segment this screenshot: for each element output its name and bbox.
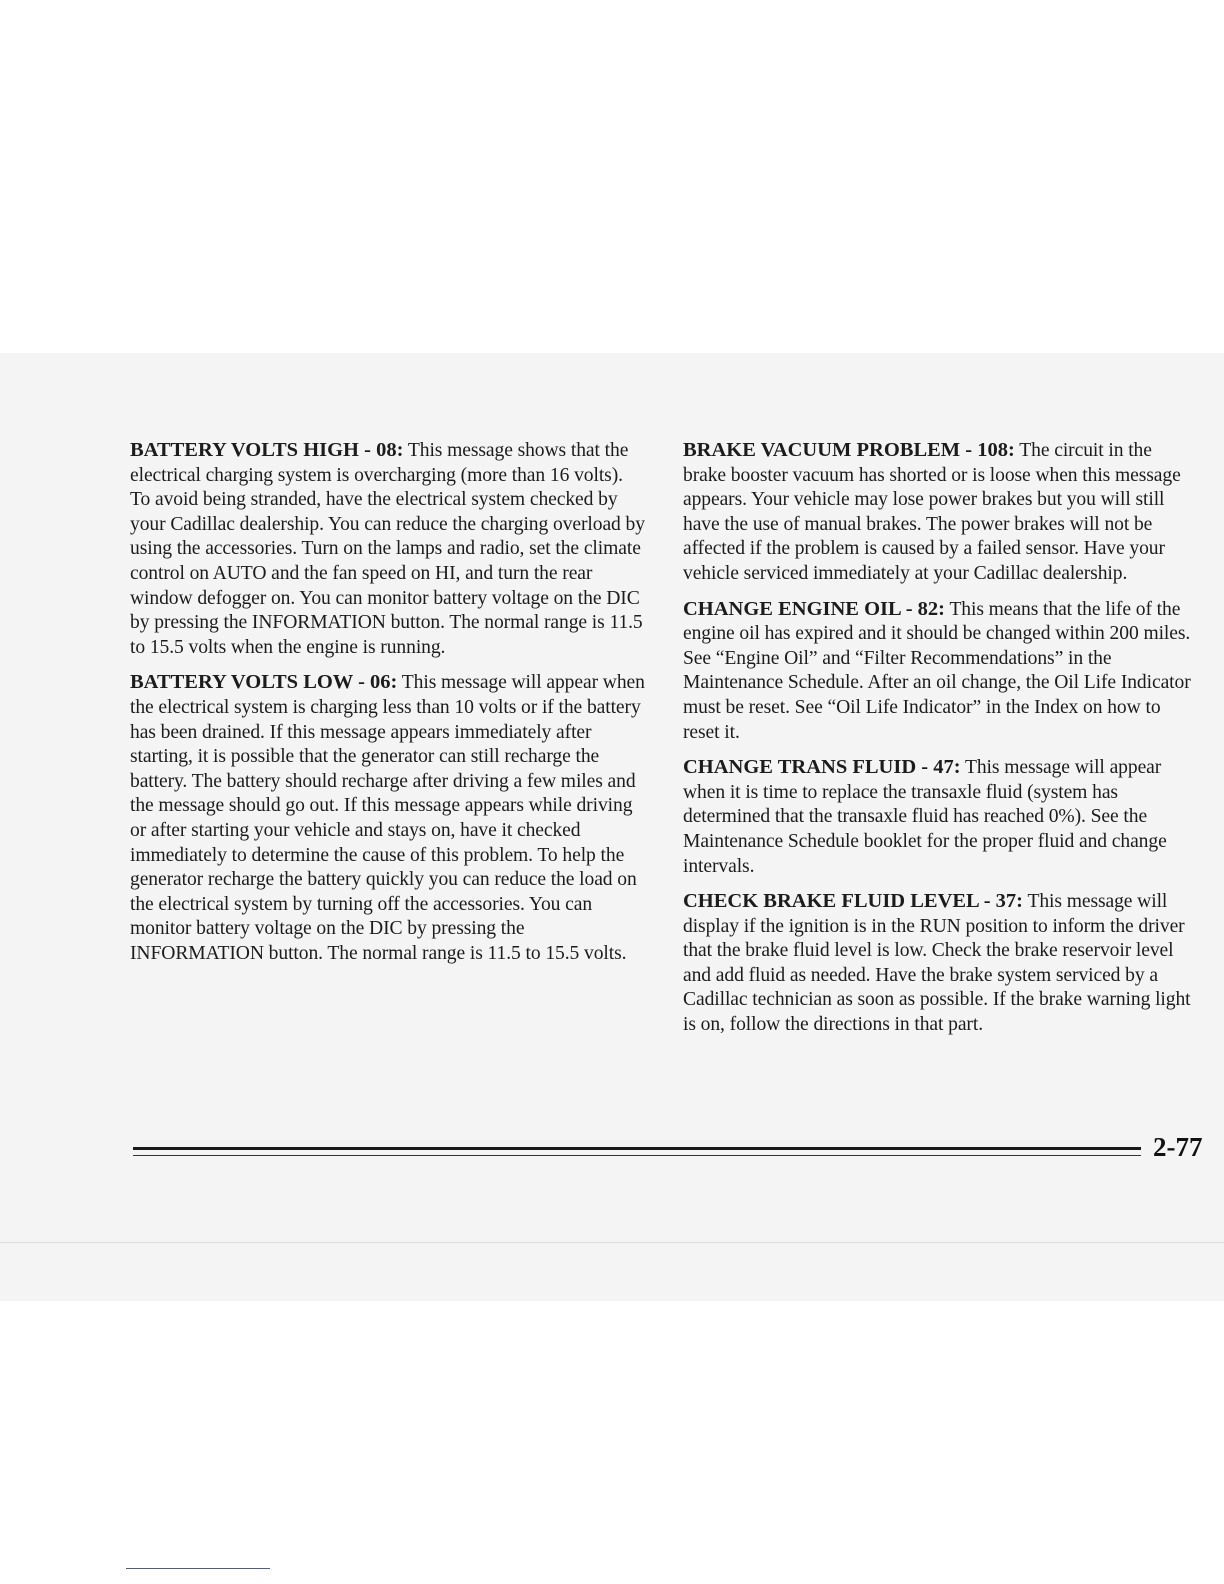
page-number: 2-77 (1153, 1132, 1203, 1162)
entry-battery-volts-low (130, 670, 645, 966)
entry-body: This means that the life of the engine oil has expired and it should be changed within 200 miles. See “Engine Oil” and “Filter Recommendations” in the Maintenance Schedule. After an oil change, the Oil Life Indicator must be reset. See “Oil Life Indicator” in the Index on how to reset it. (683, 598, 1191, 743)
entry-body: This message will appear when the electrical system is charging less than 10 volts or if the battery has been drained. If this message appears immediately after starting, it is possible that the generator can still recharge the battery. The battery should recharge after driving a few miles and the message should go out. If this message appears while driving or after starting your vehicle and stays on, have it checked immediately to determine the cause of this problem. To help the generator recharge the battery quickly you can reduce the load on the electrical system by turning off the accessories. You can monitor battery voltage on the DIC by pressing the INFORMATION button. The normal range is 11.5 to 15.5 volts. (130, 672, 645, 964)
entry-battery-volts-high (130, 438, 645, 660)
entry-title: CHECK BRAKE FLUID LEVEL - 37: (683, 890, 1024, 913)
entry-change-trans-fluid (683, 755, 1197, 879)
entry-title: CHANGE ENGINE OIL - 82: (683, 597, 945, 620)
entry-check-brake-fluid-level (683, 889, 1197, 1038)
entry-title: BATTERY VOLTS LOW - 06: (130, 671, 398, 694)
entry-body: This message shows that the electrical charging system is overcharging (more than 16 volts). To avoid being stranded, have the electrical system checked by your Cadillac dealership. You can reduce the charging overload by using the accessories. Turn on the lamps and radio, set the climate control on AUTO and the fan speed on HI, and turn the rear window defogger on. You can monitor battery voltage on the DIC by pressing the INFORMATION button. The normal range is 11.5 to 15.5 volts when the engine is running. (130, 440, 645, 658)
entry-body: This message will appear when it is time to replace the transaxle fluid (system has determined that the transaxle fluid has reached 0%). See the Maintenance Schedule booklet for the proper fluid and change intervals. (683, 757, 1167, 877)
entry-title: BRAKE VACUUM PROBLEM - 108: (683, 439, 1015, 461)
entry-body: This message will display if the ignition is in the RUN position to inform the driver that the brake fluid level is low. Check the brake reservoir level and add fluid as needed. Have the brake system serviced by a Cadillac technician as soon as possible. If the brake warning light is on, follow the directions in that part. (683, 891, 1191, 1036)
footer-rule-thin (133, 1155, 1141, 1156)
scan-edge-line (0, 1242, 1224, 1243)
entry-title: BATTERY VOLTS HIGH - 08: (130, 439, 404, 461)
left-column (130, 438, 645, 976)
entry-body: The circuit in the brake booster vacuum has shorted or is loose when this message appears. Your vehicle may lose power brakes but you will still have the use of manual brakes. The power brakes will not be affected if the problem is caused by a failed sensor. Have your vehicle serviced immediately at your Cadillac dealership. (683, 440, 1181, 584)
footer-rule-thick (133, 1147, 1141, 1150)
entry-brake-vacuum-problem (683, 438, 1197, 587)
entry-change-engine-oil (683, 597, 1197, 746)
entry-title: CHANGE TRANS FLUID - 47: (683, 756, 961, 779)
footer-mark-line (126, 1568, 270, 1569)
right-column (683, 438, 1197, 1048)
